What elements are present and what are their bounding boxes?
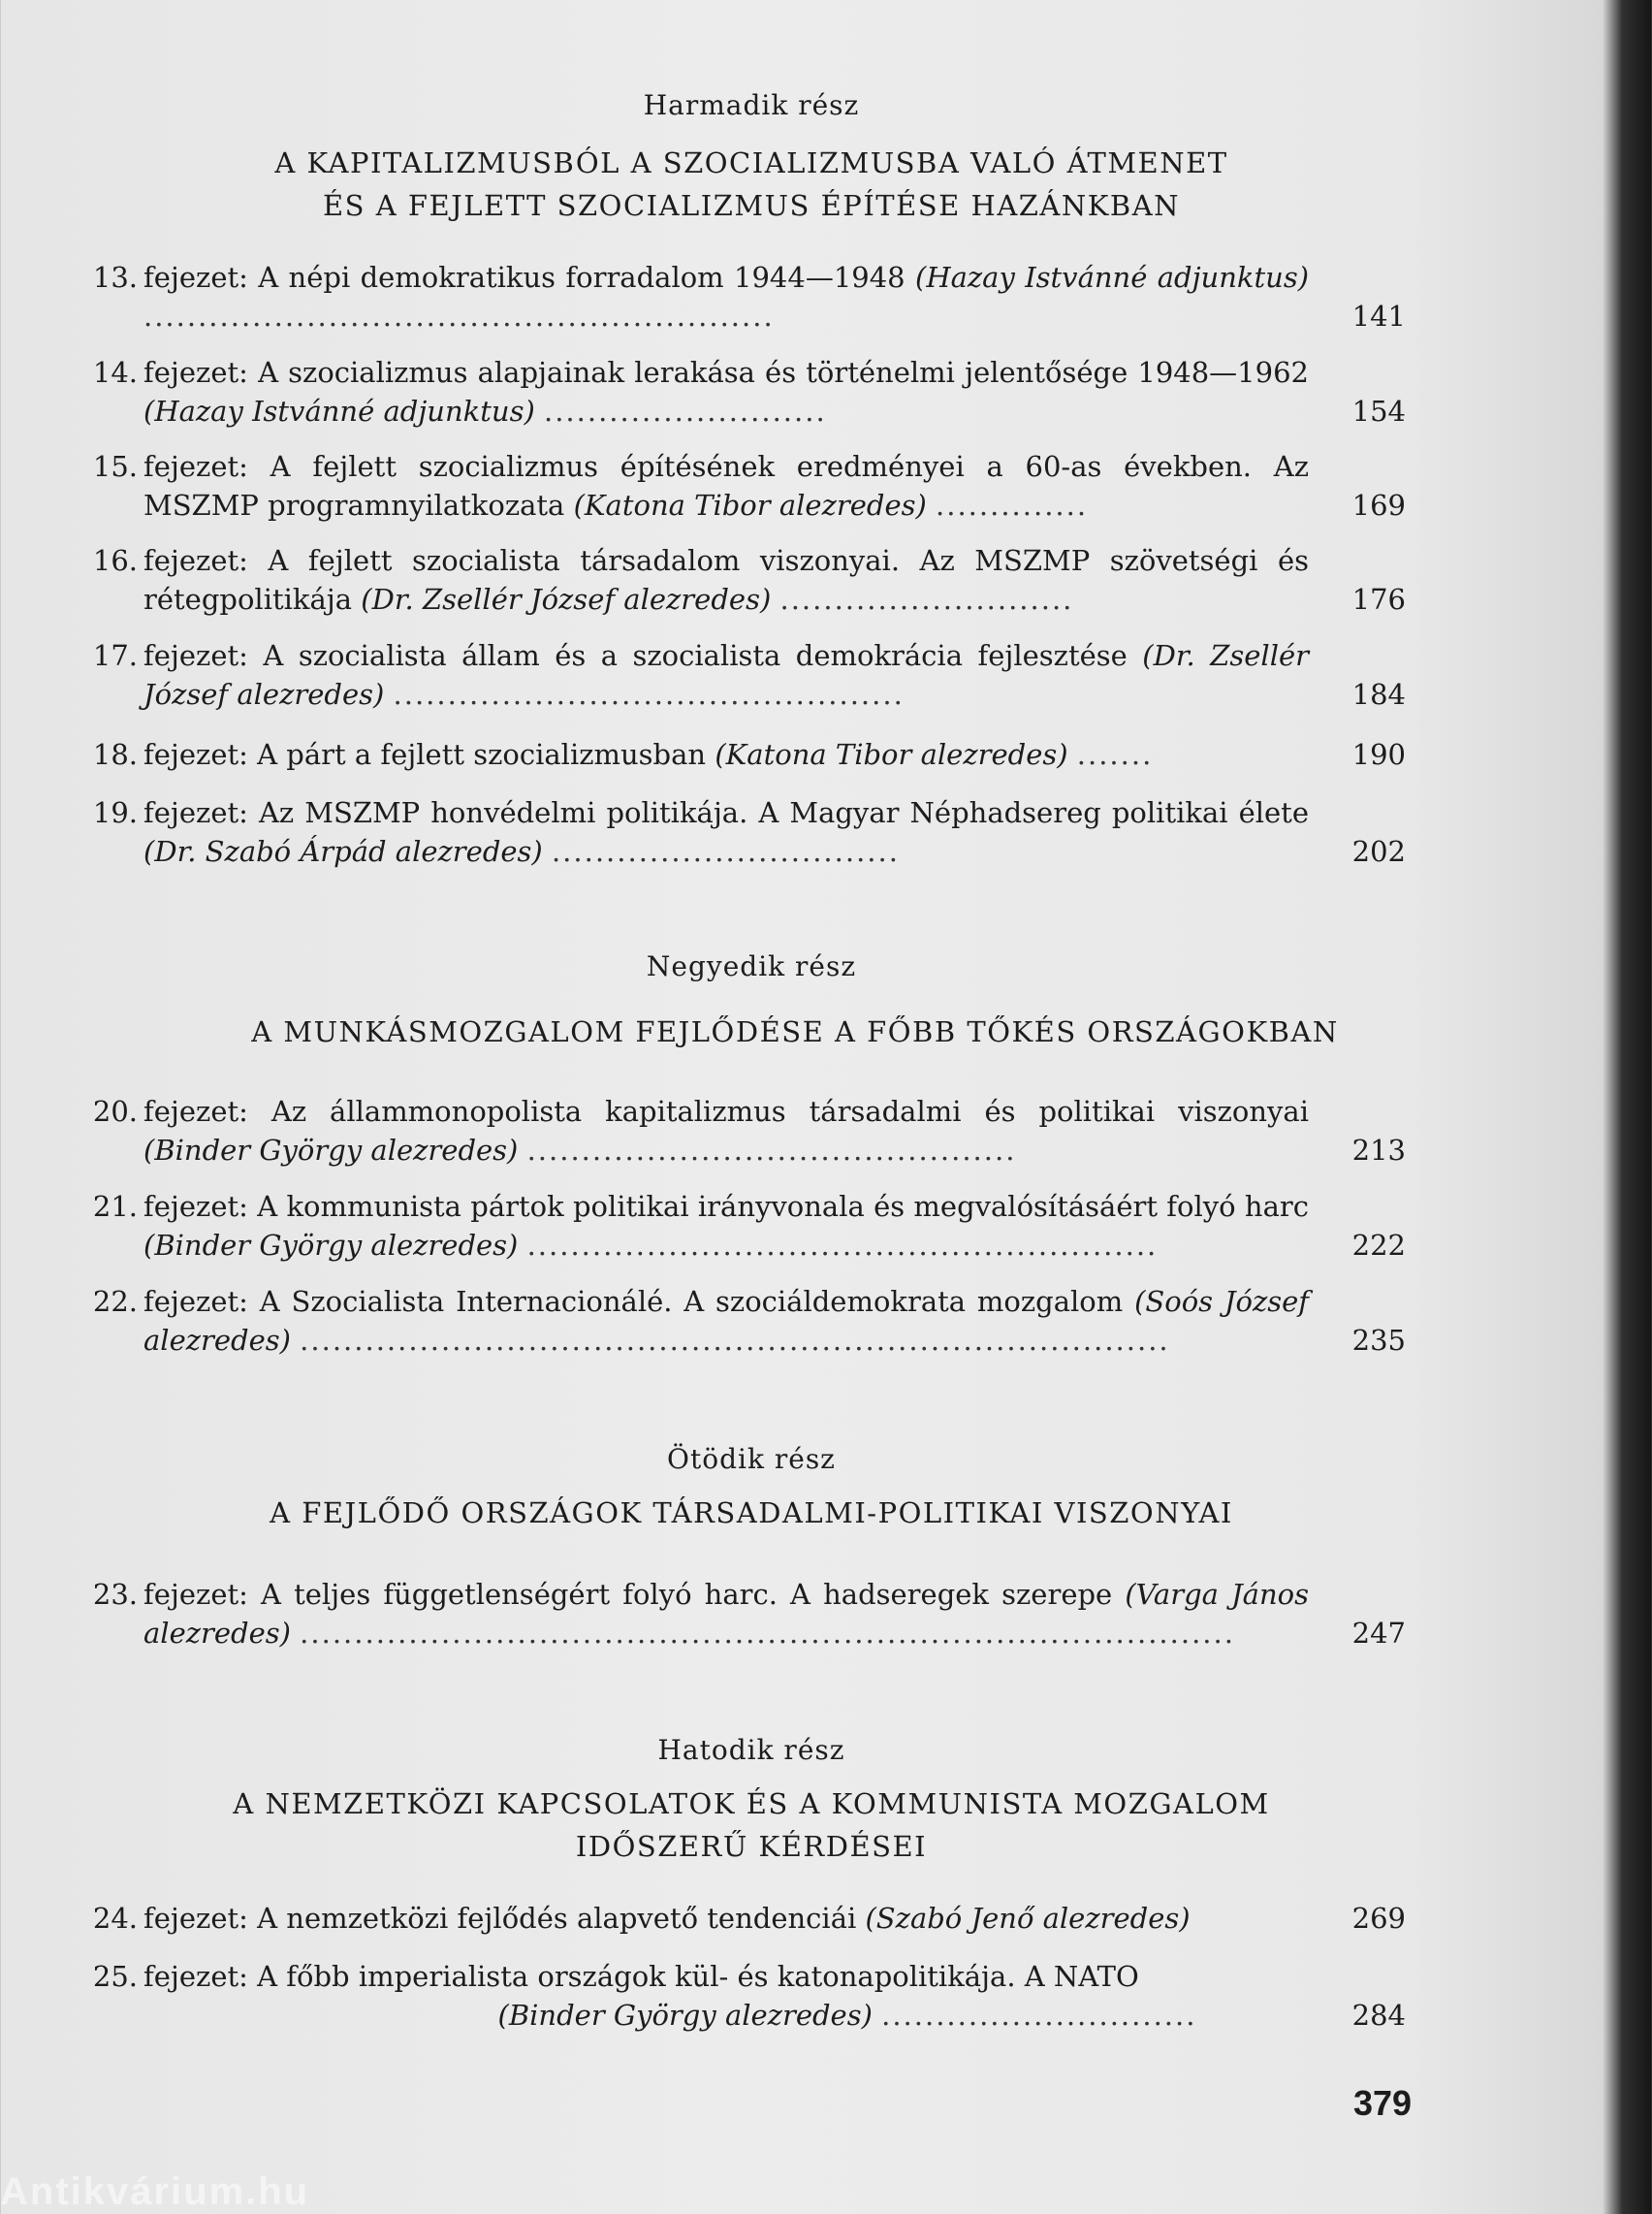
chapter-title: fejezet: A párt a fejlett szocializmusban [143, 738, 707, 771]
chapter-page: 235 [1351, 1324, 1406, 1357]
page-number: 379 [1353, 2083, 1413, 2123]
part-title-line: A NEMZETKÖZI KAPCSOLATOK ÉS A KOMMUNISTA MOZGALOM [233, 1787, 1270, 1820]
chapter-number: 15. [92, 450, 138, 483]
part-title [0, 142, 1503, 227]
chapter-number: 14. [92, 356, 138, 389]
chapter-number: 19. [92, 796, 138, 829]
chapter-title: fejezet: A Szocialista Internacionálé. A szociáldemokrata mozgalom [143, 1285, 1124, 1318]
toc-entry: 22. fejezet: A Szocialista Internacionálé. A szociáldemokrata mozgalom (Soós József alezredes) ................................................................................ 235 [87, 1282, 1406, 1360]
chapter-title: fejezet: Az MSZMP honvédelmi politikája. A Magyar Néphadsereg politikai élete [143, 796, 1309, 829]
chapter-page: 222 [1351, 1229, 1406, 1262]
chapter-page: 284 [1351, 1999, 1406, 2032]
chapter-author: (Katona Tibor alezredes) [573, 489, 927, 522]
chapter-number: 18. [92, 738, 138, 771]
toc-entry: 17. fejezet: A szocialista állam és a szocialista demokrácia fejlesztése (Dr. Zsellér József alezredes) ............................................... 184 [87, 636, 1406, 714]
chapter-page: 184 [1351, 678, 1406, 711]
part-title-line: IDŐSZERŰ KÉRDÉSEI [575, 1830, 928, 1863]
chapter-author: (Hazay Istvánné adjunktus) [915, 261, 1310, 294]
chapter-author: (Hazay Istvánné adjunktus) [143, 395, 535, 428]
chapter-number: 22. [92, 1285, 138, 1318]
chapter-author: (Katona Tibor alezredes) [715, 738, 1068, 771]
chapter-title: fejezet: A teljes függetlenségért folyó harc. A hadseregek szerepe [143, 1578, 1113, 1611]
part-label: Hatodik rész [657, 1734, 845, 1766]
chapter-page: 154 [1351, 395, 1406, 428]
chapter-author: (Dr. Zsellér József alezredes) [143, 639, 1310, 711]
chapter-page: 169 [1351, 489, 1406, 522]
toc-entry: 15. fejezet: A fejlett szocializmus építésének eredményei a 60-as években. Az MSZMP programnyilatkozata (Katona Tibor alezredes) .............. 169 [87, 447, 1406, 525]
chapter-page: 269 [1351, 1902, 1406, 1935]
part-title [0, 1492, 1503, 1534]
chapter-title: fejezet: A főbb imperialista országok kül- és katonapolitikája. A NATO [143, 1960, 1139, 1993]
chapter-author: (Soós József alezredes) [143, 1285, 1310, 1357]
chapter-title: fejezet: A nemzetközi fejlődés alapvető tendenciái [143, 1902, 857, 1935]
part-title-line: A FEJLŐDŐ ORSZÁGOK TÁRSADALMI-POLITIKAI VISZONYAI [270, 1496, 1233, 1529]
chapter-author: (Varga János alezredes) [143, 1578, 1309, 1650]
toc-entry: 20. fejezet: Az állammonopolista kapitalizmus társadalmi és politikai viszonyai (Binder György alezredes) ............................................. 213 [87, 1092, 1406, 1170]
toc-entry: 16. fejezet: A fejlett szocialista társadalom viszonyai. Az MSZMP szövetségi és rétegpolitikája (Dr. Zsellér József alezredes) ........................... 176 [87, 541, 1406, 619]
chapter-page: 202 [1351, 835, 1406, 868]
chapter-title: fejezet: A szocializmus alapjainak lerakása és történelmi jelentősége 1948—1962 [143, 356, 1309, 389]
part-title [0, 1011, 1546, 1053]
part-label: Ötödik rész [667, 1443, 836, 1475]
toc-entry: 23. fejezet: A teljes függetlenségért folyó harc. A hadseregek szerepe (Varga János alezredes) ...................................................................................... 247 [87, 1575, 1406, 1652]
toc-entry: 25. fejezet: A főbb imperialista országok kül- és katonapolitikája. A NATO (Binder György alezredes) ............................. 284 [87, 1957, 1406, 2035]
chapter-author: (Binder György alezredes) [143, 1229, 519, 1262]
chapter-page: 213 [1351, 1134, 1406, 1167]
toc-entry [87, 1899, 1406, 1938]
chapter-number: 21. [92, 1190, 138, 1223]
chapter-title: fejezet: A népi demokratikus forradalom 1944—1948 [143, 261, 905, 294]
toc-entry: 18. fejezet: A párt a fejlett szocializmusban (Katona Tibor alezredes) ....... 190 [87, 735, 1406, 774]
chapter-title: fejezet: A kommunista pártok politikai irányvonala és megvalósításáért folyó harc [143, 1190, 1309, 1223]
chapter-number: 20. [92, 1095, 138, 1128]
part-label: Negyedik rész [646, 950, 857, 982]
part-title-line: A MUNKÁSMOZGALOM FEJLŐDÉSE A FŐBB TŐKÉS ORSZÁGOKBAN [251, 1015, 1339, 1048]
chapter-number: 24. [92, 1902, 138, 1935]
chapter-title: fejezet: A fejlett szocialista társadalom viszonyai. Az MSZMP szövetségi és rétegpolitikája [143, 544, 1309, 616]
part-label: Harmadik rész [643, 89, 860, 121]
toc-entry: 14. fejezet: A szocializmus alapjainak lerakása és történelmi jelentősége 1948—1962 (Hazay Istvánné adjunktus) .......................... 154 [87, 353, 1406, 431]
chapter-author: (Binder György alezredes) [497, 1999, 873, 2032]
chapter-page: 190 [1351, 738, 1406, 771]
part-title-line: ÉS A FEJLETT SZOCIALIZMUS ÉPÍTÉSE HAZÁNKBAN [322, 189, 1181, 222]
chapter-title: fejezet: Az állammonopolista kapitalizmus társadalmi és politikai viszonyai [143, 1095, 1309, 1128]
watermark: Antikvárium.hu [0, 2170, 310, 2213]
chapter-page: 247 [1351, 1617, 1406, 1650]
part-title [0, 1782, 1503, 1868]
chapter-number: 17. [92, 639, 138, 672]
chapter-author: (Dr. Zsellér József alezredes) [361, 583, 772, 616]
chapter-author: (Dr. Szabó Árpád alezredes) [143, 835, 543, 868]
chapter-number: 13. [92, 261, 138, 294]
chapter-number: 25. [92, 1960, 138, 1993]
chapter-page: 141 [1351, 300, 1406, 333]
chapter-title: fejezet: A fejlett szocializmus építésének eredményei a 60-as években. Az MSZMP programnyilatkozata [143, 450, 1309, 522]
chapter-title: fejezet: A szocialista állam és a szocialista demokrácia fejlesztése [143, 639, 1128, 672]
chapter-number: 16. [92, 544, 138, 577]
chapter-author: (Szabó Jenő alezredes) [865, 1902, 1191, 1935]
toc-entry: 13. fejezet: A népi demokratikus forradalom 1944—1948 (Hazay Istvánné adjunktus) .......................................................... 141 [87, 258, 1406, 336]
chapter-page: 176 [1351, 583, 1406, 616]
toc-entry: 19. fejezet: Az MSZMP honvédelmi politikája. A Magyar Néphadsereg politikai élete (Dr. Szabó Árpád alezredes) ................................ 202 [87, 793, 1406, 871]
chapter-number: 23. [92, 1578, 138, 1611]
part-title-line: A KAPITALIZMUSBÓL A SZOCIALIZMUSBA VALÓ ÁTMENET [274, 146, 1228, 179]
toc-entry: 21. fejezet: A kommunista pártok politikai irányvonala és megvalósításáért folyó harc (Binder György alezredes) .......................................................... 222 [87, 1187, 1406, 1265]
chapter-author: (Binder György alezredes) [143, 1134, 519, 1167]
